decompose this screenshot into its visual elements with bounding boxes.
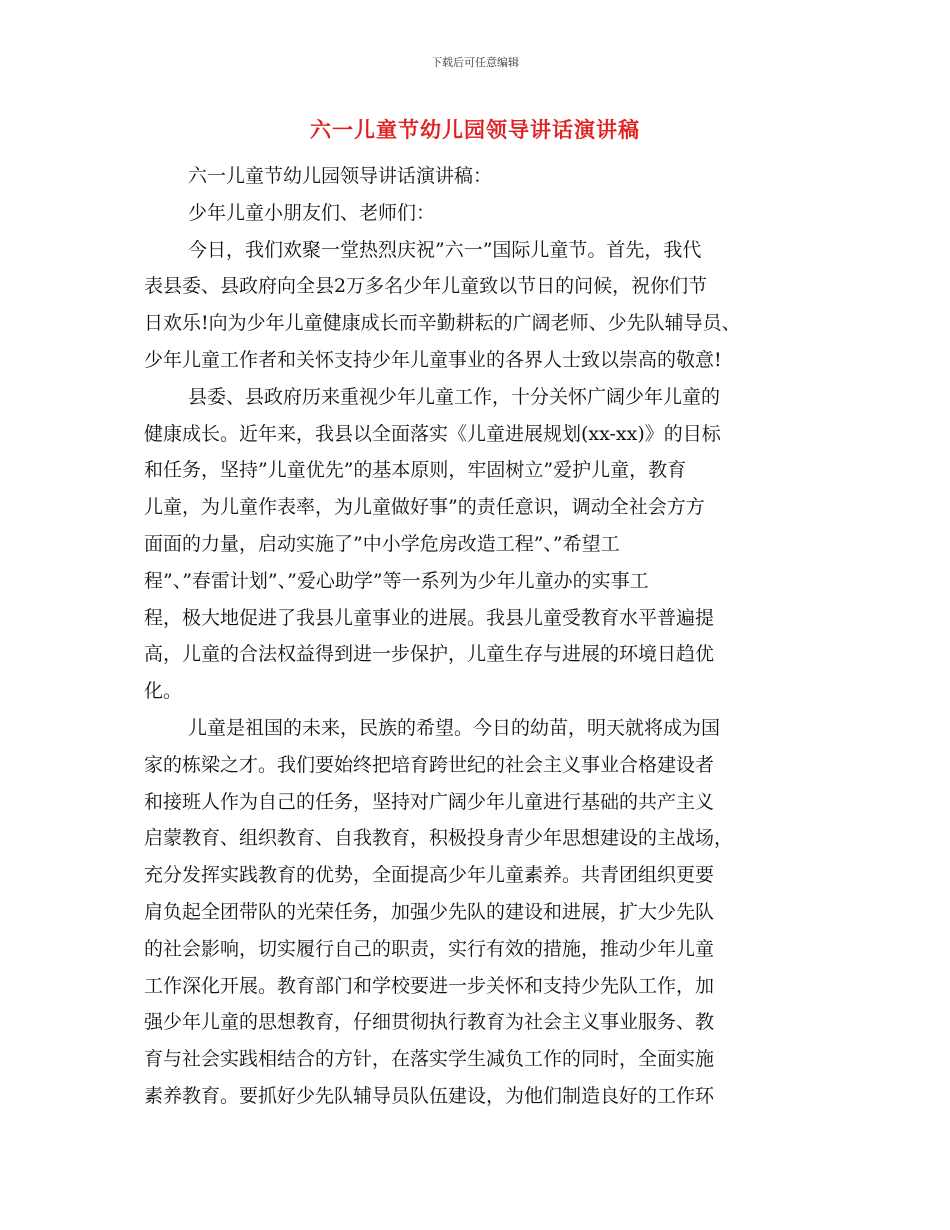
- text-line: 工作深化开展。教育部门和学校要进一步关怀和支持少先队工作，加: [144, 974, 715, 997]
- document-title: 六一儿童节幼儿园领导讲话演讲稿: [310, 118, 640, 142]
- text-line: 充分发挥实践教育的优势，全面提高少年儿童素养。共青团组织更要: [144, 864, 715, 887]
- text-line: 肩负起全团带队的光荣任务，加强少先队的建设和进展，扩大少先队: [144, 900, 715, 923]
- text-line: 家的栋梁之才。我们要始终把培育跨世纪的社会主义事业合格建设者: [144, 753, 715, 776]
- text-line: 日欢乐!向为少年儿童健康成长而辛勤耕耘的广阔老师、少先队辅导员、: [144, 312, 741, 335]
- text-line: 素养教育。要抓好少先队辅导员队伍建设，为他们制造良好的工作环: [144, 1084, 715, 1107]
- text-line: 表县委、县政府向全县2万多名少年儿童致以节日的问候，祝你们节: [144, 275, 708, 298]
- header-note: 下载后可任意编辑: [431, 56, 519, 69]
- text-line: 六一儿童节幼儿园领导讲话演讲稿：: [188, 165, 493, 187]
- text-line: 健康成长。近年来，我县以全面落实《儿童进展规划(xx-xx)》的目标: [144, 422, 721, 445]
- text-line: 县委、县政府历来重视少年儿童工作，十分关怀广阔少年儿童的: [188, 385, 721, 408]
- document-body: [144, 158, 804, 1115]
- text-line: 和任务，坚持”儿童优先”的基本原则，牢固树立”爱护儿童，教育: [144, 459, 687, 482]
- text-line: 程，极大地促进了我县儿童事业的进展。我县儿童受教育水平普遍提: [144, 606, 715, 629]
- text-line: 启蒙教育、组织教育、自我教育，积极投身青少年思想建设的主战场，: [144, 827, 734, 850]
- text-line: 和接班人作为自己的任务，坚持对广阔少年儿童进行基础的共产主义: [144, 790, 715, 813]
- text-line: 面面的力量，启动实施了”中小学危房改造工程”、”希望工: [144, 532, 620, 555]
- text-line: 儿童是祖国的未来，民族的希望。今日的幼苗，明天就将成为国: [188, 716, 721, 739]
- text-line: 少年儿童小朋友们、老师们：: [188, 201, 436, 224]
- text-line: 化。: [144, 680, 183, 703]
- text-line: 育与社会实践相结合的方针，在落实学生减负工作的同时，全面实施: [144, 1048, 715, 1071]
- text-line: 儿童，为儿童作表率，为儿童做好事”的责任意识，调动全社会方方: [144, 496, 705, 519]
- text-line: 少年儿童工作者和关怀支持少年儿童事业的各界人士致以崇高的敬意!: [144, 348, 722, 371]
- text-line: 高，儿童的合法权益得到进一步保护，儿童生存与进展的环境日趋优: [144, 643, 715, 666]
- text-line: 今日，我们欢聚一堂热烈庆祝”六一”国际儿童节。首先，我代: [188, 238, 702, 261]
- text-line: 的社会影响，切实履行自己的职责，实行有效的措施，推动少年儿童: [144, 937, 715, 960]
- text-line: 程”、”春雷计划”、”爱心助学”等一系列为少年儿童办的实事工: [144, 569, 649, 592]
- text-line: 强少年儿童的思想教育，仔细贯彻执行教育为社会主义事业服务、教: [144, 1011, 715, 1034]
